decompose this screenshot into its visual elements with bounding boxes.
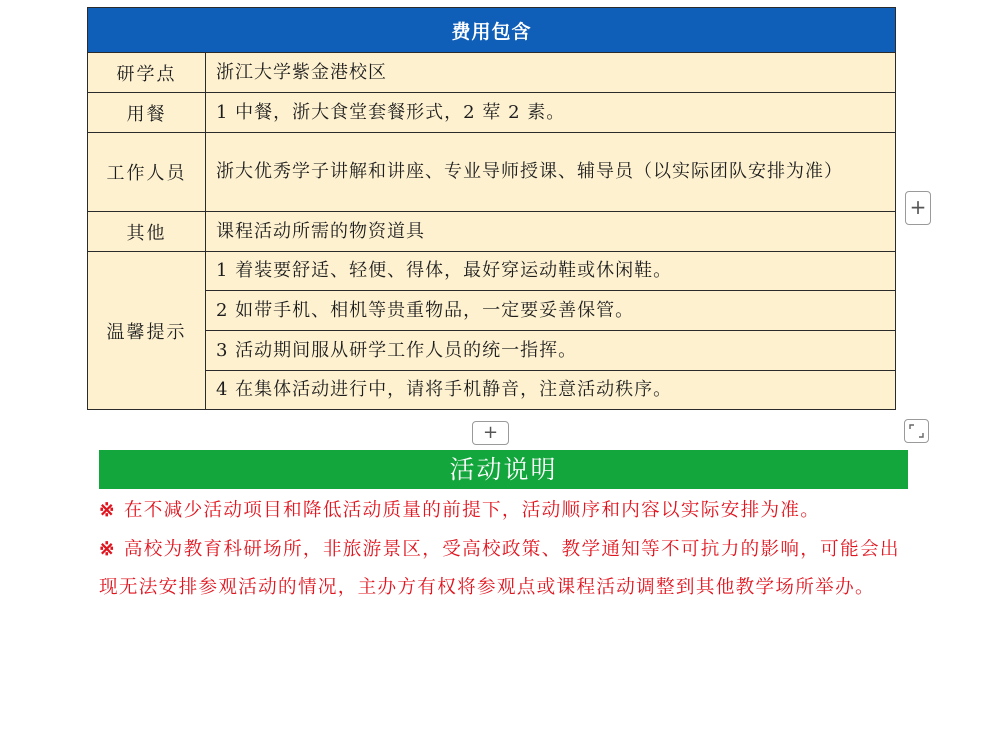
table-row — [88, 133, 896, 212]
row-label-tips: 温馨提示 — [88, 252, 206, 410]
row-label-study-site: 研学点 — [88, 53, 206, 93]
fee-table — [87, 7, 896, 410]
tip-item: 4 在集体活动进行中，请将手机静音，注意活动秩序。 — [206, 371, 896, 410]
tip-item: 3 活动期间服从研学工作人员的统一指挥。 — [206, 331, 896, 371]
resize-corner-icon — [909, 424, 924, 438]
table-row — [88, 93, 896, 133]
reference-mark-icon: ※ — [99, 538, 116, 560]
tip-item: 1 着装要舒适、轻便、得体，最好穿运动鞋或休闲鞋。 — [206, 252, 896, 291]
add-row-button[interactable]: + — [472, 421, 509, 445]
row-value-staff: 浙大优秀学子讲解和讲座、专业导师授课、辅导员（以实际团队安排为准） — [206, 133, 896, 212]
row-label-staff: 工作人员 — [88, 133, 206, 212]
activity-notes — [99, 492, 914, 608]
table-row — [88, 53, 896, 93]
row-value-study-site: 浙江大学紫金港校区 — [206, 53, 896, 93]
add-column-button[interactable]: + — [905, 191, 931, 225]
row-value-meals: 1 中餐，浙大食堂套餐形式，2 荤 2 素。 — [206, 93, 896, 133]
activity-note — [99, 531, 914, 608]
table-row — [88, 252, 896, 291]
table-row — [88, 371, 896, 410]
table-row — [88, 291, 896, 331]
fee-table-header-row — [88, 8, 896, 53]
table-row — [88, 331, 896, 371]
tip-item: 2 如带手机、相机等贵重物品，一定要妥善保管。 — [206, 291, 896, 331]
table-resize-handle[interactable] — [904, 419, 929, 443]
table-row — [88, 212, 896, 252]
activity-note-text: 在不减少活动项目和降低活动质量的前提下，活动顺序和内容以实际安排为准。 — [123, 500, 821, 521]
activity-section-title: 活动说明 — [99, 450, 908, 489]
row-label-meals: 用餐 — [88, 93, 206, 133]
row-value-other: 课程活动所需的物资道具 — [206, 212, 896, 252]
reference-mark-icon: ※ — [99, 500, 116, 521]
row-label-other: 其他 — [88, 212, 206, 252]
activity-note — [99, 492, 914, 531]
fee-table-title: 费用包含 — [88, 8, 896, 53]
activity-note-text: 高校为教育科研场所，非旅游景区，受高校政策、教学通知等不可抗力的影响，可能会出现无法安排参观活动的情况，主办方有权将参观点或课程活动调整到其他教学场所举办。 — [99, 538, 900, 598]
